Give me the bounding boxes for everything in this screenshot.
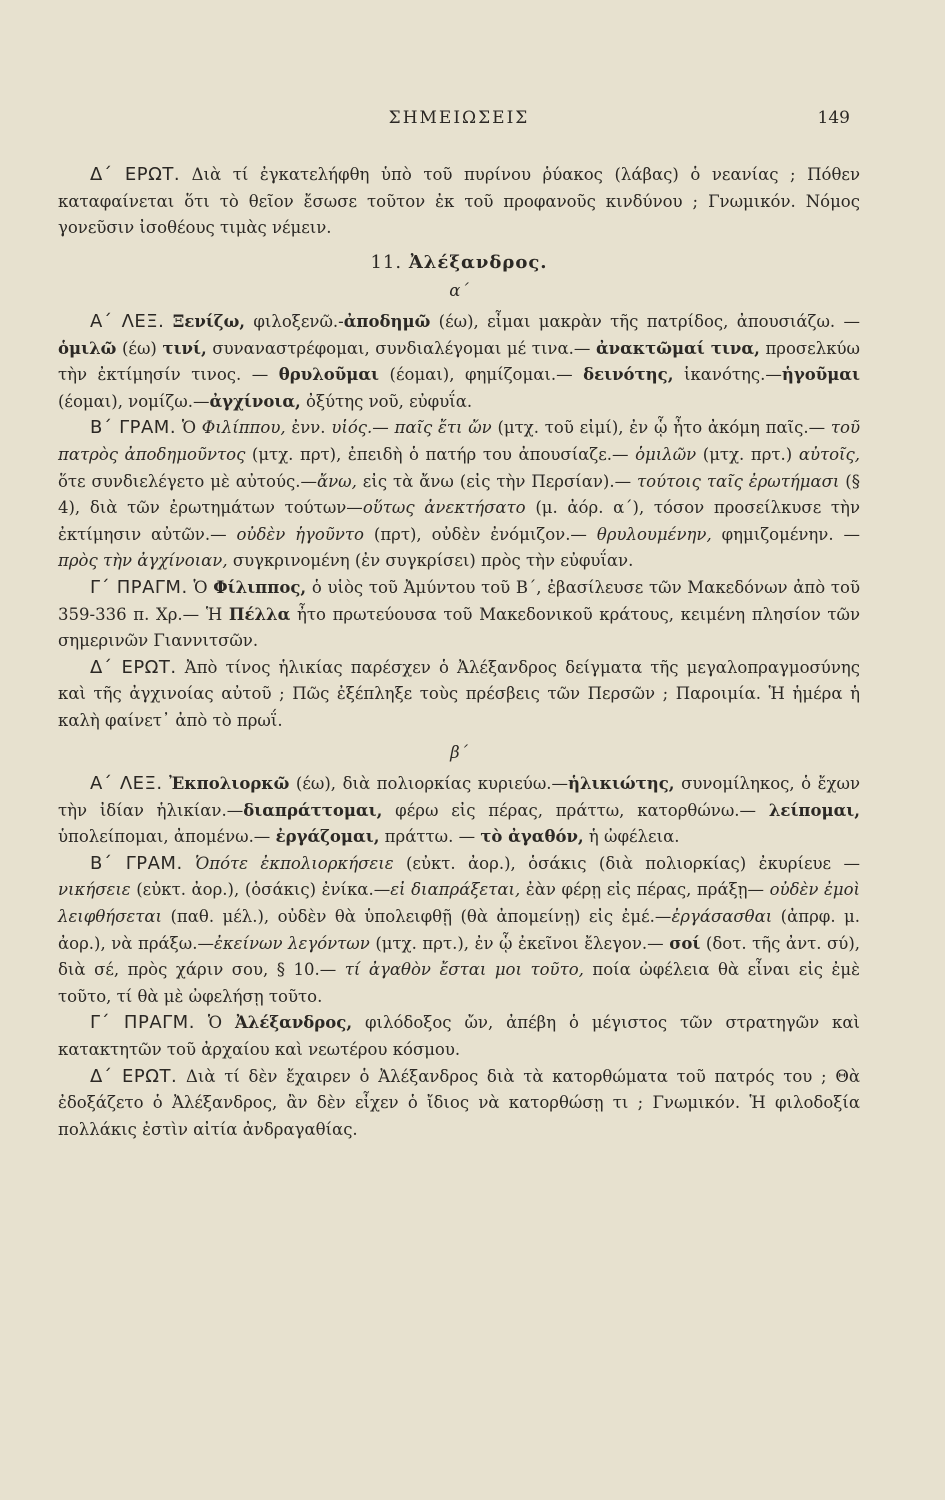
cited-phrase: πρὸς τὴν ἀγχίνοιαν, [58, 551, 228, 571]
headword: ἀποδημῶ [343, 311, 431, 331]
gloss: προσελκύω τὴν ἐκτίμησίν τινος. — [58, 338, 860, 385]
cited-phrase: εἰ διαπράξεται, [390, 880, 521, 900]
note-text: (δοτ. τῆς ἀντ. σύ), διὰ σέ, πρὸς χάριν σου, § 10.— [58, 933, 861, 980]
note-text: (ἀπρφ. μ. ἀορ.), νὰ πράξω.— [58, 907, 860, 953]
headword: ἡγοῦμαι [781, 365, 860, 385]
section-title: Ἀλέξανδρος. [408, 251, 548, 273]
grammar-entries [58, 418, 860, 570]
gloss: συναναστρέφομαι, συνδιαλέγομαι μέ τινα.— [206, 338, 596, 358]
section-heading [58, 250, 860, 277]
headword: τὸ ἀγαθόν, [480, 827, 584, 847]
lexis-entries [58, 774, 860, 846]
pragma-text: ἦτο πρωτεύουσα τοῦ Μακεδονικοῦ κράτους, κειμένη πλησίον τῶν σημερινῶν Γιαννιτσῶν. [58, 604, 860, 651]
gloss: φέρω εἰς πέρας, πράττω, κατορθώνω.— [382, 800, 769, 820]
headword: δεινότης, [583, 365, 674, 385]
gloss: (έω) [116, 338, 163, 358]
page-number: 149 [817, 108, 850, 128]
headword: ἐργάζομαι, [275, 827, 380, 847]
note-text: (μτχ. πρτ.), ἐν ᾧ ἐκεῖνοι ἔλεγον.— [369, 933, 670, 953]
gloss: (έομαι), νομίζω.— [58, 391, 210, 411]
note-text: (μτχ. πρτ), ἐπειδὴ ὁ πατήρ του ἀπουσίαζε.— [245, 444, 636, 464]
cited-phrase: ἐργάσασθαι [671, 907, 773, 927]
question-text: Ἀπὸ τίνος ἡλικίας παρέσχεν ὁ Ἀλέξανδρος δείγματα τῆς μεγαλοπραγμοσύνης καὶ τῆς ἀγχινοίας αὐτοῦ ; Πῶς ἐξέπληξε τοὺς πρέσβεις τῶν Περσῶν ; Παροιμία. Ἡ ἡμέρα ἡ καλὴ φαίνετ᾽ ἀπὸ τὸ πρωΐ. [58, 657, 860, 730]
label-lex: Α΄ ΛΕΞ. [90, 773, 163, 795]
cited-phrase: Φιλίππου, [201, 418, 286, 438]
note-text: (μ. ἀόρ. α΄), τόσον προσείλκυσε τὴν ἐκτίμησιν αὐτῶν.— [58, 498, 860, 544]
a-question [58, 655, 860, 735]
note-text: (εὐκτ. ἀορ.), ὁσάκις (διὰ πολιορκίας) ἐκυρίευε — [393, 853, 860, 873]
gloss: (έω), διὰ πολιορκίας κυριεύω.— [289, 774, 569, 794]
label-erot: Δ΄ ΕΡΩΤ. [90, 1065, 178, 1087]
headword: λείπομαι, [768, 800, 861, 820]
gloss: συνομίληκος, ὁ ἔχων τὴν ἰδίαν ἡλικίαν.— [58, 774, 860, 820]
note-text: εἰς τὰ ἄνω (εἰς τὴν Περσίαν).— [356, 471, 638, 491]
label-pragm: Γ΄ ΠΡΑΓΜ. [90, 1012, 195, 1034]
intro-text: Διὰ τί ἐγκατελήφθη ὑπὸ τοῦ πυρίνου ῥύακος (λάβας) ὁ νεανίας ; Πόθεν καταφαίνεται ὅτι τὸ θεῖον ἔσωσε τοῦτον ἐκ τοῦ προφανοῦς κινδύνου ; Γνωμικόν. Νόμος γονεῦσιν ἰσοθέους τιμὰς νέμειν. [58, 165, 861, 238]
headword: ἀνακτῶμαί τινα, [595, 338, 760, 358]
pragma-text: Ὁ [193, 577, 214, 597]
label-gram: Β΄ ΓΡΑΜ. [90, 417, 177, 439]
headword: Φίλιππος, [213, 577, 307, 597]
note-text: φημιζομένην. — [711, 524, 860, 544]
gloss: ὑπολείπομαι, ἀπομένω.— [58, 827, 276, 847]
b-lexis [58, 771, 860, 851]
cited-phrase: οὐδὲν ἡγοῦντο [236, 524, 364, 544]
running-header [58, 108, 860, 136]
headword: διαπράττομαι, [243, 800, 383, 820]
headword: θρυλοῦμαι [278, 365, 380, 385]
headword: ὁμιλῶ [58, 338, 117, 358]
cited-phrase: νικήσειε [58, 880, 131, 900]
cited-phrase: αὐτοῖς, [798, 444, 861, 464]
note-text: (εὐκτ. ἀορ.), (ὁσάκις) ἐνίκα.— [130, 880, 391, 900]
note-text: Ὁ [181, 418, 202, 438]
note-text: (παθ. μέλ.), οὐδὲν θὰ ὑπολειφθῇ (θὰ ἀπομείνῃ) εἰς ἐμέ.— [162, 907, 672, 927]
cited-phrase: ὁμιλῶν [635, 444, 697, 464]
headword: ἀγχίνοια, [209, 391, 301, 411]
cited-phrase: θρυλουμένην, [596, 524, 712, 544]
b-grammar [58, 851, 860, 1011]
cited-phrase: σοί [669, 933, 701, 953]
gloss: ἱκανότης.— [673, 365, 782, 385]
page-body [58, 162, 860, 1143]
headword: ἡλικιώτης, [568, 774, 675, 794]
note-text: (§ 4), διὰ τῶν ἐρωτημάτων τούτων— [58, 471, 860, 518]
note-text: (πρτ), οὐδὲν ἐνόμιζον.— [363, 524, 597, 544]
note-text: ἐὰν φέρῃ εἰς πέρας, πράξῃ— [520, 880, 770, 900]
cited-phrase: Ὁπότε ἐκπολιορκήσειε [195, 853, 394, 873]
gloss: φιλοξενῶ.- [245, 311, 344, 331]
headword: Πέλλα [228, 604, 291, 624]
cited-phrase: ἐκείνων λεγόντων [213, 933, 370, 953]
subsection-a: α΄ [449, 281, 469, 301]
a-pragma [58, 575, 860, 655]
pragma-text: Ὁ [207, 1013, 235, 1033]
section-number: 11. [370, 251, 403, 273]
b-pragma [58, 1010, 860, 1063]
running-title: ΣΗΜΕΙΩΣΕΙΣ [388, 108, 530, 128]
cited-phrase: οὕτως ἀνεκτήσατο [362, 498, 526, 518]
headword: Ξενίζω, [172, 311, 246, 331]
gloss: πράττω. — [379, 827, 481, 847]
gloss: ἡ ὠφέλεια. [583, 827, 680, 847]
cited-phrase: ἄνω, [317, 471, 357, 491]
headword: Ἐκπολιορκῶ [169, 774, 290, 794]
grammar-entries [58, 854, 860, 1006]
gloss: ὀξύτης νοῦ, εὐφυΐα. [300, 391, 473, 411]
headword: τινί, [162, 338, 207, 358]
cited-phrase: οὐδὲν ἐμοὶ λειφθήσεται [58, 880, 861, 927]
cited-phrase: τοῦ πατρὸς ἀποδημοῦντος [58, 418, 860, 464]
intro-question [58, 162, 860, 242]
question-text: Διὰ τί δὲν ἔχαιρεν ὁ Ἀλέξανδρος διὰ τὰ κατορθώματα τοῦ πατρός του ; Θὰ ἐδοξάζετο ὁ Ἀλέξανδρος, ἂν δὲν εἶχεν ὁ ἴδιος νὰ κατορθώσῃ τι ; Γνωμικόν. Ἡ φιλοδοξία πολλάκις ἐστὶν αἰτία ἀνδραγαθίας. [58, 1066, 860, 1139]
cited-phrase: τί ἀγαθὸν ἔσται μοι τοῦτο, [344, 960, 584, 980]
note-text: συγκρινομένη (ἐν συγκρίσει) πρὸς τὴν εὐφυΐαν. [227, 551, 634, 571]
cited-phrase: τούτοις ταῖς ἐρωτήμασι [637, 471, 840, 491]
headword: Ἀλέξανδρος, [234, 1013, 353, 1033]
label-lex: Α΄ ΛΕΞ. [90, 310, 165, 332]
note-text: ποία ὠφέλεια θὰ εἶναι εἰς ἐμὲ τοῦτο, τί θὰ μὲ ὠφελήσῃ τοῦτο. [58, 960, 860, 1006]
label-pragm: Γ΄ ΠΡΑΓΜ. [90, 576, 188, 598]
label-erot: Δ΄ ΕΡΩΤ. [90, 164, 181, 185]
a-grammar [58, 415, 860, 575]
subsection-b: β΄ [450, 743, 468, 763]
pragma-text: φιλόδοξος ὤν, ἀπέβη ὁ μέγιστος τῶν στρατηγῶν καὶ κατακτητῶν τοῦ ἀρχαίου καὶ νεωτέρου κόσμου. [58, 1013, 860, 1059]
note-text: ὅτε συνδιελέγετο μὲ αὐτούς.— [58, 471, 317, 491]
gloss: (έομαι), φημίζομαι.— [379, 365, 584, 385]
b-question [58, 1064, 860, 1144]
a-lexis [58, 309, 860, 415]
label-gram: Β΄ ΓΡΑΜ. [90, 852, 183, 874]
label-erot: Δ΄ ΕΡΩΤ. [90, 656, 177, 678]
note-text: (μτχ. πρτ.) [696, 444, 799, 464]
lexis-entries [58, 312, 860, 411]
note-text: ἐνν. [285, 418, 332, 438]
cited-phrase: υἱός.— παῖς ἔτι ὤν [331, 418, 492, 438]
pragma-text: ὁ υἱὸς τοῦ Ἀμύντου τοῦ Β΄, ἐβασίλευσε τῶν Μακεδόνων ἀπὸ τοῦ 359-336 π. Χρ.— Ἡ [58, 577, 860, 624]
gloss: (έω), εἶμαι μακρὰν τῆς πατρίδος, ἀπουσιάζω. — [430, 311, 860, 331]
note-text: (μτχ. τοῦ εἰμί), ἐν ᾧ ἦτο ἀκόμη παῖς.— [491, 418, 831, 438]
